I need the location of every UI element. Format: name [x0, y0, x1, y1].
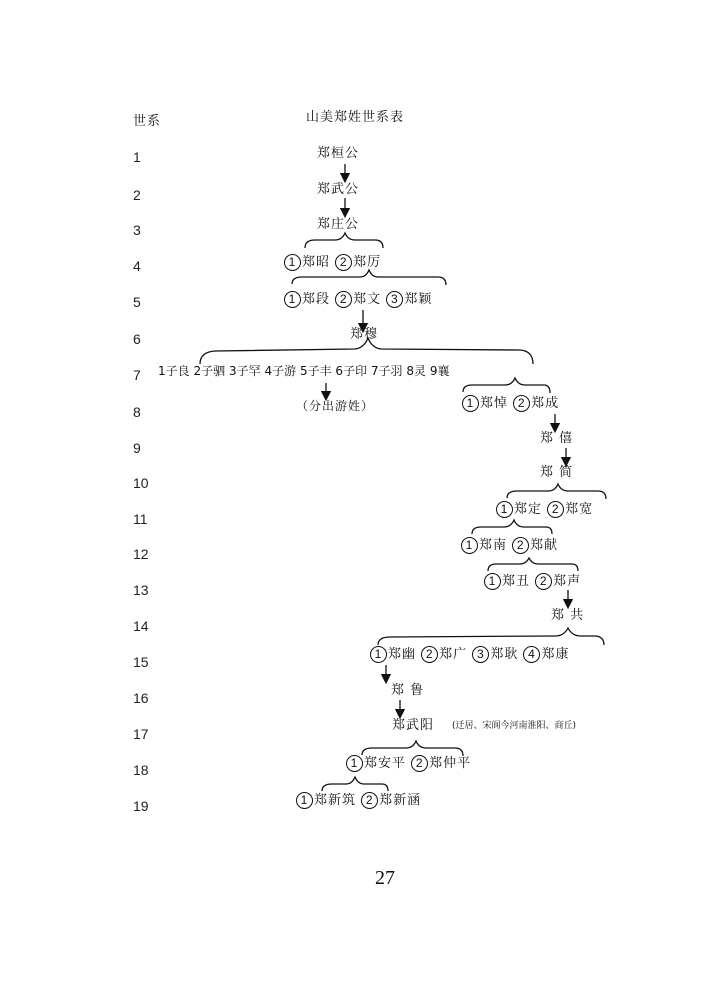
person-node: 郑声: [553, 574, 582, 589]
generation-number: 16: [133, 690, 149, 706]
generation-number: 11: [133, 511, 148, 527]
order-marker: 1: [484, 573, 501, 590]
person-node: 郑仲平: [429, 756, 472, 771]
order-marker: 1: [461, 537, 478, 554]
brace-gen7: [463, 378, 550, 393]
order-number: 5: [299, 364, 308, 378]
order-number: 3: [228, 364, 237, 378]
generation-number: 19: [133, 798, 149, 814]
person-node: 子驷: [201, 364, 226, 378]
sibling-group: [346, 755, 471, 772]
order-marker: 1: [284, 291, 301, 308]
person-node: 郑康: [541, 647, 570, 662]
person-node: 郑新涵: [379, 793, 422, 808]
generation-number: 18: [133, 762, 149, 778]
brace-gen17: [362, 741, 463, 756]
order-marker: 2: [361, 792, 378, 809]
person-node: 郑武阳: [392, 718, 435, 733]
person-node: 郑成: [531, 396, 560, 411]
person-node: 郑安平: [364, 756, 407, 771]
generation-number: 13: [133, 582, 149, 598]
brace-gen12: [488, 558, 578, 571]
person-node: 郑献: [530, 538, 559, 553]
person-node: 子羽: [378, 364, 403, 378]
person-node: 郑武公: [317, 182, 360, 197]
person-node: 郑桓公: [317, 146, 360, 161]
order-marker: 1: [370, 646, 387, 663]
brace-gen10: [507, 484, 606, 499]
person-node: 郑 僖: [540, 431, 574, 446]
generation-number: 5: [133, 294, 141, 310]
person-node: 子印: [343, 364, 368, 378]
order-marker: 3: [386, 291, 403, 308]
person-node: 灵: [414, 364, 427, 378]
sibling-group: [484, 573, 581, 590]
order-marker: 1: [296, 792, 313, 809]
person-node: 郑幽: [388, 647, 417, 662]
person-node: 郑文: [353, 292, 382, 307]
generation-number: 4: [133, 258, 141, 274]
person-node: 郑 共: [551, 608, 585, 623]
sibling-group: [462, 395, 559, 412]
sibling-group: [496, 501, 593, 518]
order-marker: 2: [335, 254, 352, 271]
order-marker: 2: [547, 501, 564, 518]
generation-number: 7: [133, 367, 141, 383]
brace-gen3: [305, 233, 383, 248]
sibling-group: [284, 291, 432, 308]
person-node: 襄: [437, 364, 450, 378]
order-number: 6: [335, 364, 344, 378]
generation-number: 15: [133, 654, 149, 670]
page-number: 27: [375, 867, 395, 889]
order-marker: 2: [421, 646, 438, 663]
order-number: 4: [264, 364, 273, 378]
generation-number: 9: [133, 440, 141, 456]
generation-number: 17: [133, 726, 149, 742]
person-node: 郑厉: [353, 255, 382, 270]
person-node: 郑庄公: [317, 217, 360, 232]
generation-number: 3: [133, 222, 141, 238]
order-number: 1: [158, 364, 166, 378]
generation-number: 10: [133, 475, 149, 491]
order-number: 8: [406, 364, 415, 378]
order-marker: 2: [535, 573, 552, 590]
order-marker: 1: [346, 755, 363, 772]
generation-number: 8: [133, 404, 141, 420]
person-node: 郑 鲁: [391, 683, 425, 698]
generation-number: 12: [133, 546, 149, 562]
person-node: 郑昭: [302, 255, 331, 270]
chart-title: 山美郑姓世系表: [306, 110, 405, 125]
sibling-group: [370, 646, 569, 663]
person-node: 郑悼: [480, 396, 509, 411]
brace-gen4: [292, 270, 446, 285]
brace-gen11: [472, 520, 552, 534]
person-node: 郑宽: [565, 502, 594, 517]
order-marker: 1: [284, 254, 301, 271]
order-marker: 3: [472, 646, 489, 663]
order-marker: 2: [335, 291, 352, 308]
person-node: 郑穆: [350, 327, 379, 342]
person-node: 郑广: [439, 647, 468, 662]
surname-split-note: （分出游姓）: [296, 399, 375, 413]
person-node: 子游: [272, 364, 297, 378]
person-node: 郑定: [514, 502, 543, 517]
order-marker: 1: [496, 501, 513, 518]
generation-number: 6: [133, 331, 141, 347]
order-marker: 2: [513, 395, 530, 412]
person-node: 郑段: [302, 292, 331, 307]
order-marker: 2: [411, 755, 428, 772]
order-number: 2: [193, 364, 202, 378]
migration-note: (迁居、宋阆今河南淮阳、商丘): [452, 721, 577, 731]
person-node: 郑耿: [490, 647, 519, 662]
sibling-group: [284, 254, 381, 271]
order-number: 7: [370, 364, 379, 378]
generation-number: 1: [133, 149, 141, 165]
generation-column-header: 世系: [133, 114, 162, 129]
sibling-group: [461, 537, 558, 554]
brace-gen18: [322, 777, 388, 791]
generation-number: 2: [133, 187, 141, 203]
brace-gen14: [378, 628, 604, 645]
order-marker: 4: [523, 646, 540, 663]
person-node: 郑新筑: [314, 793, 357, 808]
order-marker: 1: [462, 395, 479, 412]
sibling-group: [158, 365, 450, 377]
person-node: 郑颖: [404, 292, 433, 307]
generation-number: 14: [133, 618, 149, 634]
person-node: 郑 简: [540, 465, 574, 480]
sibling-group: [296, 792, 421, 809]
person-node: 郑南: [479, 538, 508, 553]
person-node: 子罕: [236, 364, 261, 378]
order-marker: 2: [512, 537, 529, 554]
person-node: 子良: [165, 364, 190, 378]
person-node: 子丰: [307, 364, 332, 378]
order-number: 9: [429, 364, 438, 378]
person-node: 郑丑: [502, 574, 531, 589]
